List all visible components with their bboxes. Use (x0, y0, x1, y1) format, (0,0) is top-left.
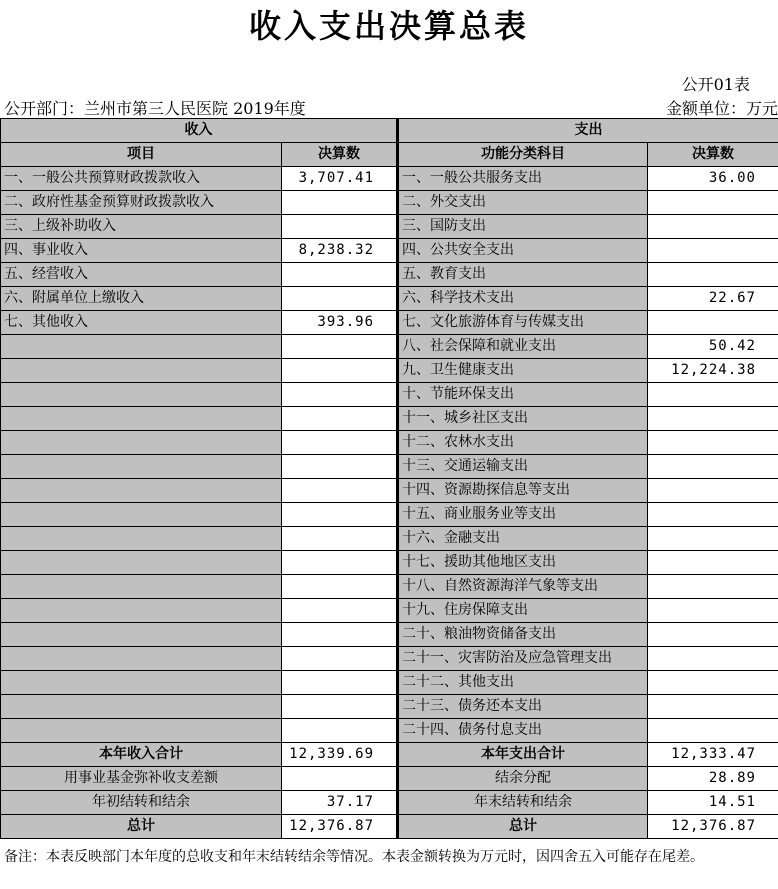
table-row (1, 551, 778, 575)
expense-amount-cell (648, 479, 778, 503)
table-row (1, 623, 778, 647)
income-item-cell (1, 407, 282, 431)
expense-item-header: 功能分类科目 (398, 143, 648, 167)
income-expense-table (0, 118, 778, 839)
column-header-row (1, 143, 778, 167)
income-item-cell (1, 599, 282, 623)
expense-amount-cell (648, 263, 778, 287)
expense-item-cell: 二十三、债务还本支出 (398, 695, 648, 719)
summary-expense-label: 本年支出合计 (398, 743, 648, 767)
expense-item-cell: 七、文化旅游体育与传媒支出 (398, 311, 648, 335)
income-amount-cell (282, 359, 398, 383)
summary-income-label: 用事业基金弥补收支差额 (1, 767, 282, 791)
summary-income-label: 年初结转和结余 (1, 791, 282, 815)
table-row (1, 455, 778, 479)
table-row (1, 527, 778, 551)
expense-amount-cell (648, 407, 778, 431)
income-amount-cell: 8,238.32 (282, 239, 398, 263)
income-item-cell: 四、事业收入 (1, 239, 282, 263)
income-amount-cell: 3,707.41 (282, 167, 398, 191)
summary-income-amount: 37.17 (282, 791, 398, 815)
income-item-cell: 五、经营收入 (1, 263, 282, 287)
income-amount-cell (282, 407, 398, 431)
expense-amount-cell (648, 695, 778, 719)
table-row (1, 671, 778, 695)
income-amount-cell (282, 383, 398, 407)
expense-amount-cell: 12,224.38 (648, 359, 778, 383)
income-amount-cell (282, 623, 398, 647)
expense-amount-cell: 36.00 (648, 167, 778, 191)
expense-item-cell: 十一、城乡社区支出 (398, 407, 648, 431)
table-row (1, 647, 778, 671)
table-row (1, 167, 778, 191)
expense-amount-cell (648, 455, 778, 479)
summary-expense-amount: 12,376.87 (648, 815, 778, 839)
summary-income-amount: 12,376.87 (282, 815, 398, 839)
income-amount-cell (282, 599, 398, 623)
expense-item-cell: 二十二、其他支出 (398, 671, 648, 695)
expense-item-cell: 二、外交支出 (398, 191, 648, 215)
expense-item-cell: 十三、交通运输支出 (398, 455, 648, 479)
income-item-cell (1, 455, 282, 479)
income-item-cell (1, 335, 282, 359)
summary-expense-label: 年末结转和结余 (398, 791, 648, 815)
income-amount-cell (282, 695, 398, 719)
income-item-cell: 一、一般公共预算财政拨款收入 (1, 167, 282, 191)
expense-item-cell: 六、科学技术支出 (398, 287, 648, 311)
table-row (1, 719, 778, 743)
income-item-cell (1, 623, 282, 647)
expense-amount-cell (648, 647, 778, 671)
expense-item-cell: 十八、自然资源海洋气象等支出 (398, 575, 648, 599)
table-row (1, 359, 778, 383)
summary-row (1, 743, 778, 767)
summary-income-amount: 12,339.69 (282, 743, 398, 767)
expense-item-cell: 二十、粮油物资储备支出 (398, 623, 648, 647)
table-row (1, 311, 778, 335)
table-row (1, 335, 778, 359)
income-section-header: 收入 (1, 119, 398, 143)
summary-row (1, 791, 778, 815)
income-item-header: 项目 (1, 143, 282, 167)
table-row (1, 431, 778, 455)
income-item-cell (1, 551, 282, 575)
expense-item-cell: 二十四、债务付息支出 (398, 719, 648, 743)
summary-expense-amount: 14.51 (648, 791, 778, 815)
income-item-cell: 三、上级补助收入 (1, 215, 282, 239)
expense-amount-cell (648, 599, 778, 623)
expense-item-cell: 十六、金融支出 (398, 527, 648, 551)
expense-amount-cell (648, 239, 778, 263)
income-item-cell (1, 479, 282, 503)
expense-amount-cell (648, 527, 778, 551)
expense-item-cell: 十四、资源勘探信息等支出 (398, 479, 648, 503)
expense-amount-cell (648, 719, 778, 743)
income-item-cell (1, 647, 282, 671)
expense-amount-cell (648, 431, 778, 455)
income-amount-header: 决算数 (282, 143, 398, 167)
income-amount-cell (282, 215, 398, 239)
expense-amount-cell: 22.67 (648, 287, 778, 311)
summary-row (1, 815, 778, 839)
expense-amount-cell (648, 215, 778, 239)
expense-amount-cell (648, 551, 778, 575)
expense-amount-cell (648, 503, 778, 527)
expense-item-cell: 四、公共安全支出 (398, 239, 648, 263)
income-item-cell (1, 359, 282, 383)
table-row (1, 479, 778, 503)
income-amount-cell (282, 575, 398, 599)
income-amount-cell (282, 527, 398, 551)
income-amount-cell (282, 191, 398, 215)
income-item-cell (1, 719, 282, 743)
expense-item-cell: 三、国防支出 (398, 215, 648, 239)
expense-amount-cell: 50.42 (648, 335, 778, 359)
table-row (1, 263, 778, 287)
report-title: 收入支出决算总表 (248, 7, 529, 45)
expense-amount-cell (648, 575, 778, 599)
summary-expense-amount: 12,333.47 (648, 743, 778, 767)
income-item-cell: 二、政府性基金预算财政拨款收入 (1, 191, 282, 215)
income-amount-cell (282, 671, 398, 695)
expense-item-cell: 二十一、灾害防治及应急管理支出 (398, 647, 648, 671)
expense-section-header: 支出 (398, 119, 778, 143)
table-row (1, 407, 778, 431)
expense-amount-cell (648, 191, 778, 215)
income-item-cell (1, 527, 282, 551)
expense-item-cell: 十五、商业服务业等支出 (398, 503, 648, 527)
expense-amount-cell (648, 383, 778, 407)
income-item-cell (1, 383, 282, 407)
table-row (1, 599, 778, 623)
income-item-cell: 六、附属单位上缴收入 (1, 287, 282, 311)
expense-item-cell: 一、一般公共服务支出 (398, 167, 648, 191)
expense-item-cell: 十二、农林水支出 (398, 431, 648, 455)
department-info: 公开部门：兰州市第三人民医院 2019年度 (4, 99, 306, 118)
income-amount-cell (282, 479, 398, 503)
income-amount-cell (282, 287, 398, 311)
table-row (1, 575, 778, 599)
expense-item-cell: 十七、援助其他地区支出 (398, 551, 648, 575)
income-item-cell (1, 695, 282, 719)
section-header-row (1, 119, 778, 143)
income-item-cell (1, 503, 282, 527)
income-amount-cell (282, 263, 398, 287)
income-amount-cell (282, 455, 398, 479)
summary-expense-label: 总计 (398, 815, 648, 839)
income-amount-cell (282, 551, 398, 575)
form-code: 公开01表 (681, 75, 750, 94)
footnote: 备注：本表反映部门本年度的总收支和年末结转结余等情况。本表金额转换为万元时，因四舍五入可能存在尾差。 (4, 849, 704, 865)
table-row (1, 383, 778, 407)
income-item-cell (1, 671, 282, 695)
expense-amount-cell (648, 623, 778, 647)
table-row (1, 503, 778, 527)
income-item-cell (1, 575, 282, 599)
amount-unit: 金额单位：万元 (665, 99, 778, 118)
income-amount-cell (282, 647, 398, 671)
table-row (1, 215, 778, 239)
expense-item-cell: 十、节能环保支出 (398, 383, 648, 407)
income-amount-cell (282, 719, 398, 743)
summary-row (1, 767, 778, 791)
income-item-cell (1, 431, 282, 455)
expense-item-cell: 十九、住房保障支出 (398, 599, 648, 623)
summary-expense-label: 结余分配 (398, 767, 648, 791)
income-amount-cell: 393.96 (282, 311, 398, 335)
income-amount-cell (282, 431, 398, 455)
table-row (1, 191, 778, 215)
expense-amount-header: 决算数 (648, 143, 778, 167)
expense-item-cell: 五、教育支出 (398, 263, 648, 287)
table-row (1, 239, 778, 263)
summary-income-label: 总计 (1, 815, 282, 839)
expense-item-cell: 八、社会保障和就业支出 (398, 335, 648, 359)
income-amount-cell (282, 503, 398, 527)
income-item-cell: 七、其他收入 (1, 311, 282, 335)
expense-amount-cell (648, 671, 778, 695)
income-amount-cell (282, 335, 398, 359)
expense-item-cell: 九、卫生健康支出 (398, 359, 648, 383)
table-row (1, 695, 778, 719)
table-row (1, 287, 778, 311)
summary-expense-amount: 28.89 (648, 767, 778, 791)
summary-income-amount (282, 767, 398, 791)
summary-income-label: 本年收入合计 (1, 743, 282, 767)
expense-amount-cell (648, 311, 778, 335)
